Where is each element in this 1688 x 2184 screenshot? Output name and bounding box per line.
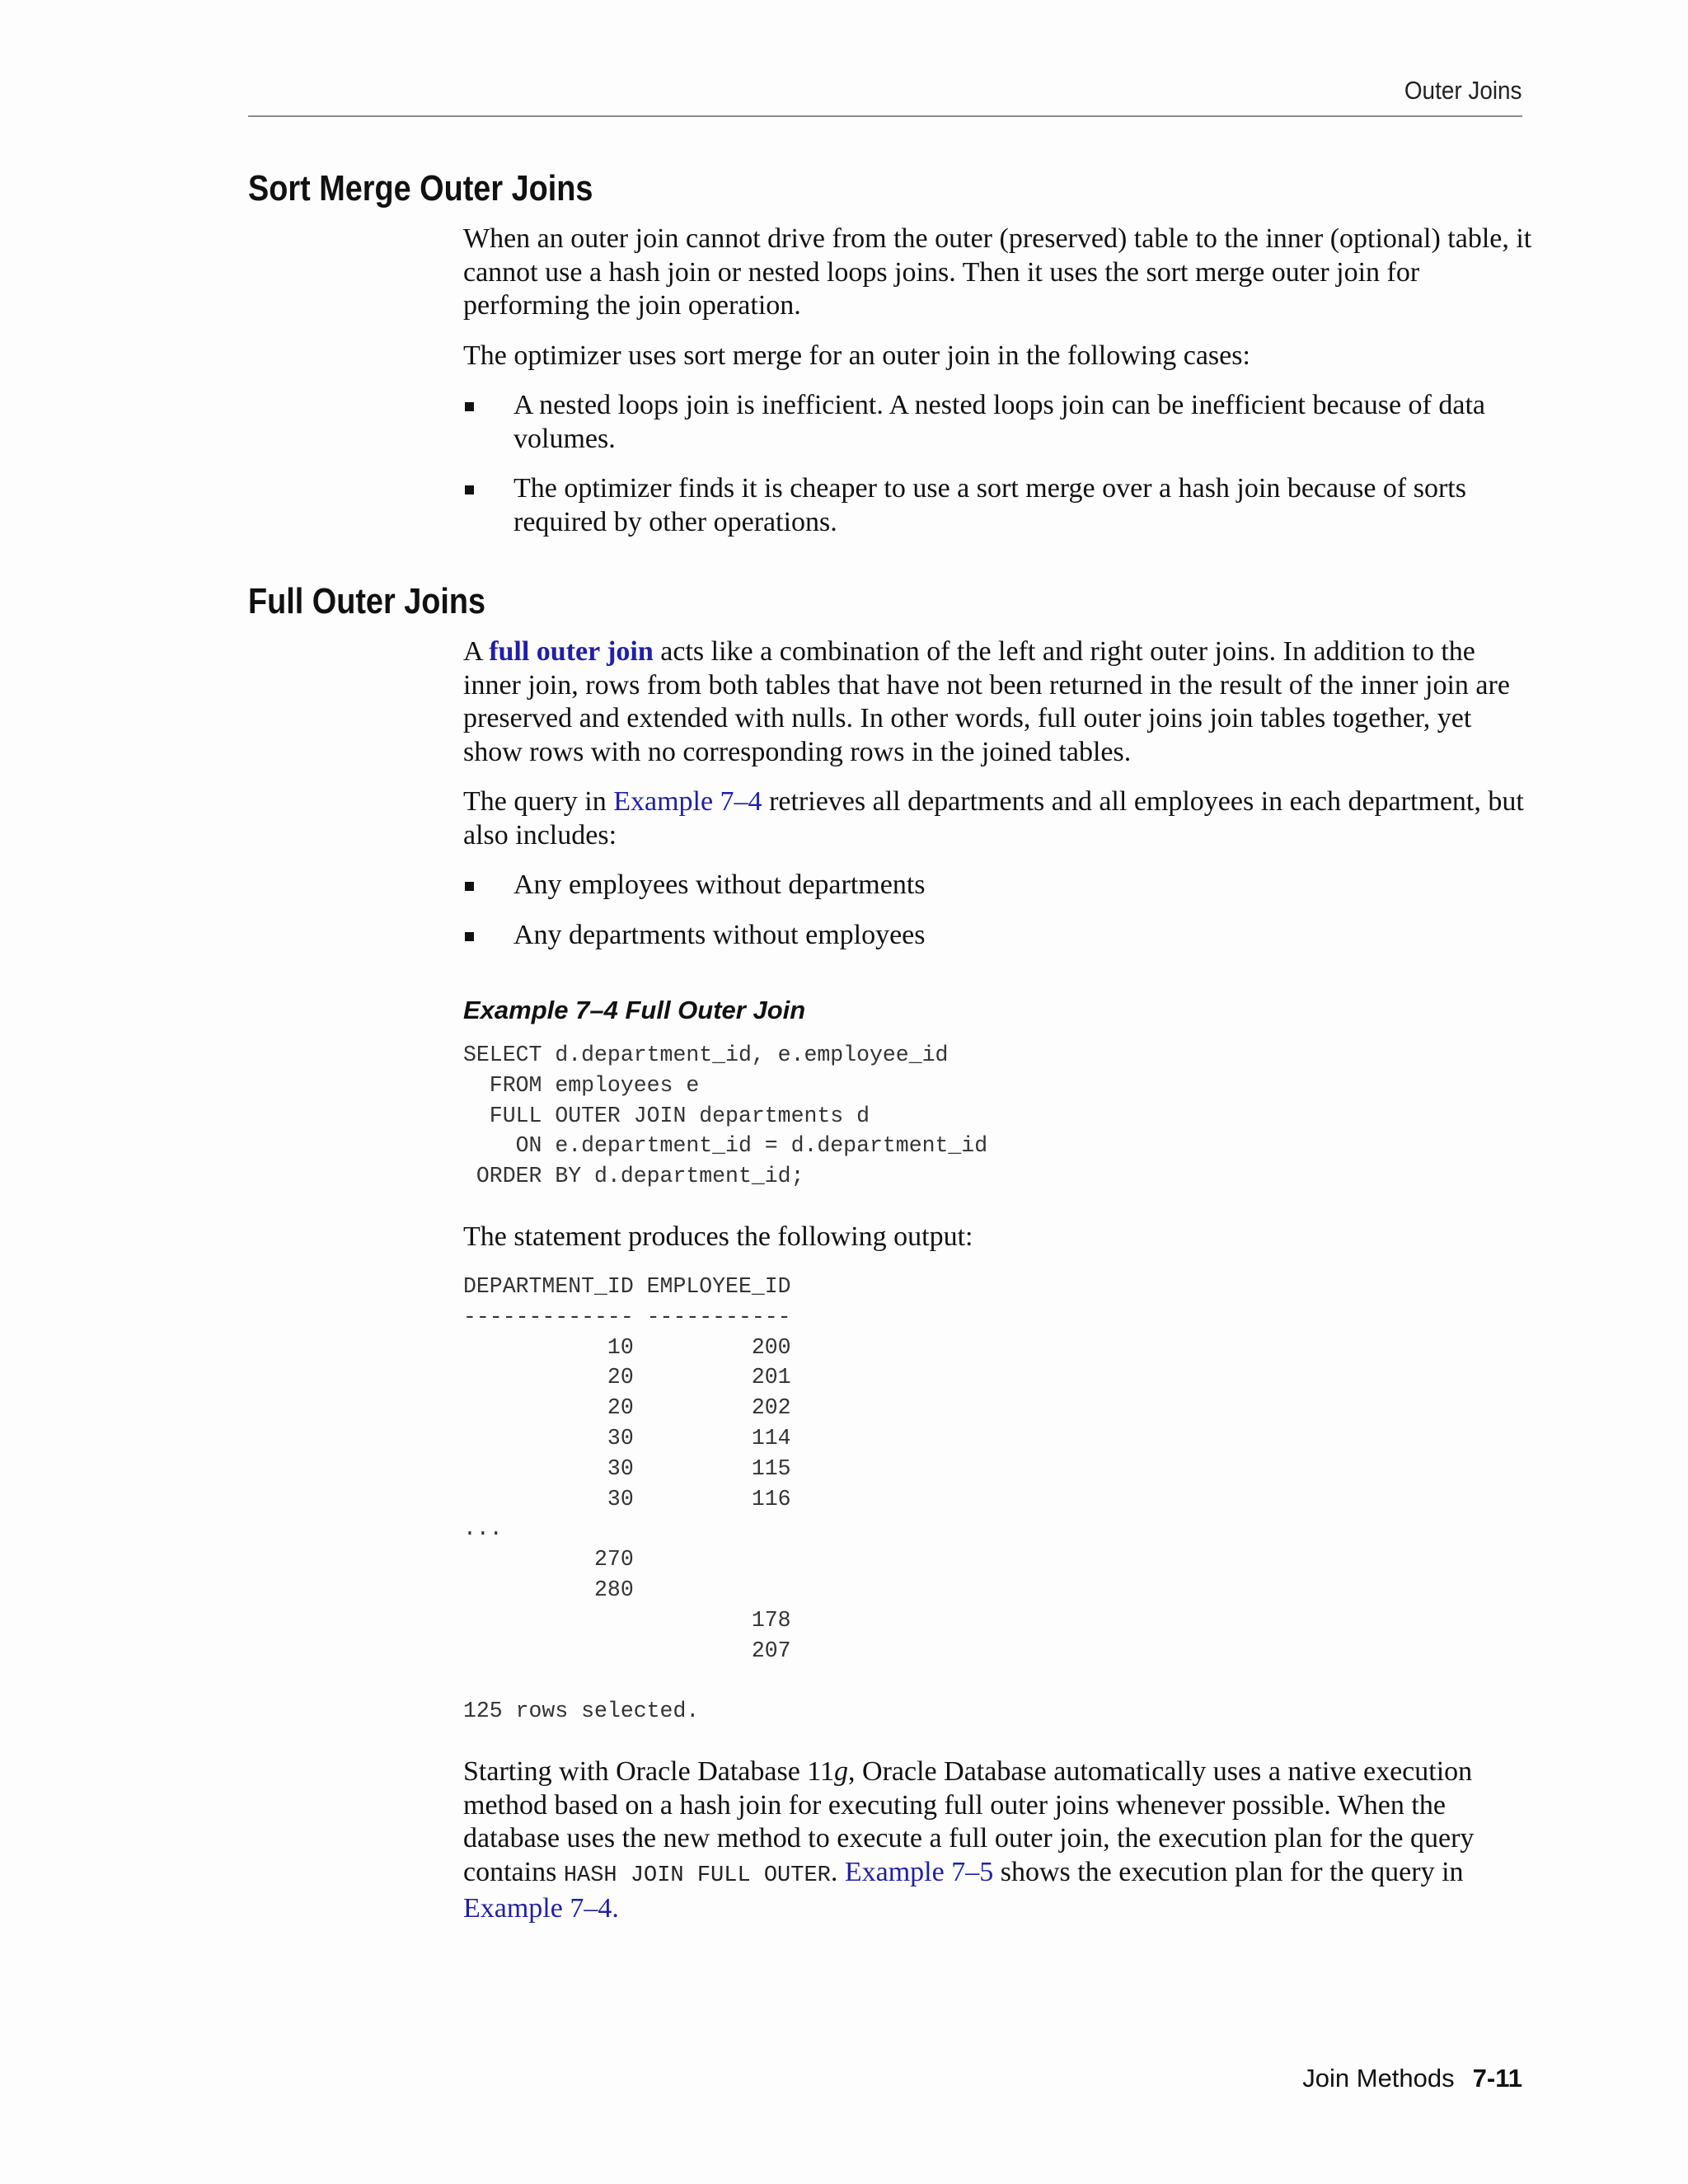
bullet-square-icon — [465, 485, 474, 494]
example-code-block — [463, 1040, 1535, 1192]
page-footer — [1302, 2064, 1522, 2093]
example-7-5-link[interactable]: Example 7–5 — [844, 1856, 994, 1887]
output-block — [463, 1272, 1535, 1727]
sort-merge-case-list — [463, 389, 1535, 539]
inline-code: HASH JOIN FULL OUTER — [563, 1863, 831, 1888]
sort-merge-paragraph: When an outer join cannot drive from the outer (preserved) table to the inner (optional) table, it cannot use a hash join or nested loops joins. Then it uses the sort merge outer join for performing the join operation. — [463, 223, 1532, 321]
example-sql-code: SELECT d.department_id, e.employee_id FROM employees e FULL OUTER JOIN departments d ON e.department_id = d.department_id ORDER BY d.department_id; — [463, 1043, 988, 1189]
output-intro-block — [463, 1221, 1535, 1254]
section-full-outer-body — [463, 635, 1535, 952]
list-item: Any departments without employees — [463, 919, 1535, 953]
glossary-term-link[interactable]: full outer join — [489, 636, 654, 667]
query-output: DEPARTMENT_ID EMPLOYEE_ID ------------- ----------- 10 200 20 201 20 202 30 114 30 115 30 116 ... 270 280 178 207 125 rows selected. — [463, 1274, 791, 1724]
section-heading-sort-merge: Sort Merge Outer Joins — [248, 168, 593, 209]
example-7-4-link[interactable]: Example 7–4 — [463, 1893, 612, 1924]
running-header-title: Outer Joins — [1404, 76, 1522, 105]
section-heading-full-outer: Full Outer Joins — [248, 581, 486, 621]
example-title: Example 7–4 Full Outer Join — [463, 996, 806, 1024]
full-outer-definition: A full outer join acts like a combination of the left and right outer joins. In addition to the inner join, rows from both tables that have not been returned in the result of the inner join are preserved and extended with nulls. In other words, full outer joins join tables together, yet show rows with no corresponding rows in the joined tables. — [463, 636, 1510, 767]
page-number: 7-11 — [1472, 2064, 1522, 2093]
list-item: Any employees without departments — [463, 869, 1535, 902]
footer-chapter: Join Methods — [1302, 2064, 1455, 2093]
list-item: The optimizer finds it is cheaper to use a sort merge over a hash join because of sorts required by other operations. — [463, 472, 1535, 539]
closing-block — [463, 1755, 1535, 1926]
bullet-square-icon — [465, 882, 474, 891]
example-7-4-link[interactable]: Example 7–4 — [613, 786, 762, 817]
section-sort-merge-body — [463, 223, 1535, 539]
bullet-square-icon — [465, 932, 474, 941]
closing-paragraph: Starting with Oracle Database 11g, Oracle Database automatically uses a native execution method based on a hash join for executing full outer joins whenever possible. When the database uses the new method to execute a full outer join, the execution plan for the query contains HASH JOIN FULL OUTER. Example 7–5 shows the execution plan for the query in Example 7–4. — [463, 1756, 1475, 1924]
full-outer-query-intro: The query in Example 7–4 retrieves all departments and all employees in each department, but also includes: — [463, 786, 1524, 851]
running-header — [248, 73, 1522, 117]
full-outer-includes-list — [463, 869, 1535, 952]
list-item: A nested loops join is inefficient. A nested loops join can be inefficient because of data volumes. — [463, 389, 1535, 456]
bullet-square-icon — [465, 402, 474, 411]
sort-merge-cases-intro: The optimizer uses sort merge for an outer join in the following cases: — [463, 340, 1250, 371]
output-intro: The statement produces the following output: — [463, 1221, 973, 1252]
